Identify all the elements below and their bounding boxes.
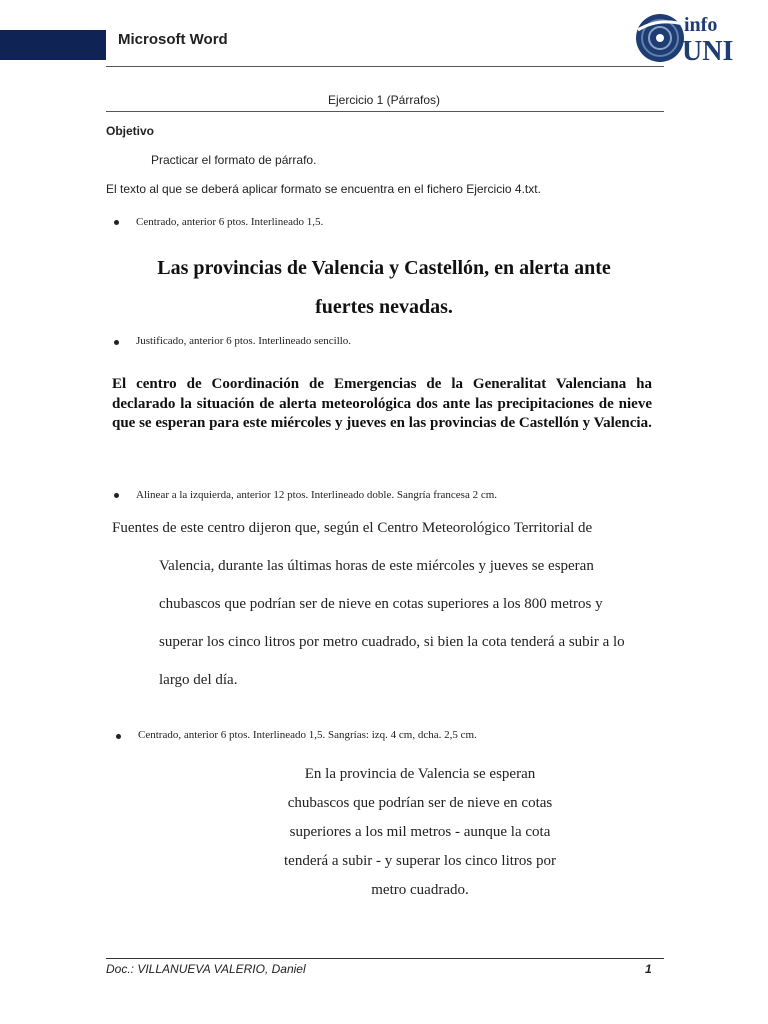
header-divider bbox=[106, 66, 664, 67]
bullet-icon bbox=[114, 340, 119, 345]
bullet-icon bbox=[114, 493, 119, 498]
logo-text-top: info bbox=[684, 14, 718, 36]
exercise-title: Ejercicio 1 (Párrafos) bbox=[327, 93, 441, 107]
s4-bullet-text: Centrado, anterior 6 ptos. Interlineado 1,5. Sangrías: izq. 4 cm, dcha. 2,5 cm. bbox=[138, 729, 477, 741]
s4-line-2: chubascos que podrían ser de nieve en cotas bbox=[287, 795, 553, 811]
s1-heading-line-1: Las provincias de Valencia y Castellón, en alerta ante bbox=[157, 257, 611, 279]
s4-line-5: metro cuadrado. bbox=[371, 882, 469, 898]
s1-heading-line-2: fuertes nevadas. bbox=[315, 296, 453, 318]
footer-page-number: 1 bbox=[645, 962, 652, 976]
footer-divider bbox=[106, 958, 664, 959]
s1-bullet-text: Centrado, anterior 6 ptos. Interlineado 1,5. bbox=[136, 216, 324, 228]
s4-line-3: superiores a los mil metros - aunque la cota bbox=[289, 824, 551, 840]
bullet-icon bbox=[116, 734, 121, 739]
s2-justified-paragraph: El centro de Coordinación de Emergencias de la Generalitat Valenciana ha declarado la situación de alerta meteorológica dos ante las precipitaciones de nieve que se esperan para este miércoles y jueves en las provincias de Castellón y Valencia. bbox=[112, 376, 652, 431]
s4-line-4: tenderá a subir - y superar los cinco litros por bbox=[284, 853, 556, 869]
footer-author: Doc.: VILLANUEVA VALERIO, Daniel bbox=[106, 962, 306, 976]
s3-line-5: largo del día. bbox=[159, 672, 238, 688]
s3-bullet-text: Alinear a la izquierda, anterior 12 ptos. Interlineado doble. Sangría francesa 2 cm. bbox=[136, 489, 498, 501]
header-app-title: Microsoft Word bbox=[118, 31, 228, 48]
infouni-logo bbox=[632, 8, 736, 72]
s2-bullet-text: Justificado, anterior 6 ptos. Interlineado sencillo. bbox=[136, 335, 352, 347]
objective-text: Practicar el formato de párrafo. bbox=[151, 153, 317, 167]
exercise-title-divider bbox=[106, 111, 664, 112]
s3-line-1: Fuentes de este centro dijeron que, según el Centro Meteorológico Territorial de bbox=[112, 520, 593, 536]
intro-text: El texto al que se deberá aplicar formato se encuentra en el fichero Ejercicio 4.txt. bbox=[106, 182, 541, 196]
s3-line-4: superar los cinco litros por metro cuadrado, si bien la cota tenderá a subir a lo bbox=[159, 634, 625, 650]
logo-text-bottom: UNI bbox=[682, 36, 734, 67]
s3-line-2: Valencia, durante las últimas horas de este miércoles y jueves se esperan bbox=[159, 558, 594, 574]
bullet-icon bbox=[114, 220, 119, 225]
header-accent-bar bbox=[0, 30, 106, 60]
objective-label: Objetivo bbox=[106, 124, 155, 138]
s3-line-3: chubascos que podrían ser de nieve en cotas superiores a los 800 metros y bbox=[159, 596, 603, 612]
s4-line-1: En la provincia de Valencia se esperan bbox=[304, 766, 536, 782]
